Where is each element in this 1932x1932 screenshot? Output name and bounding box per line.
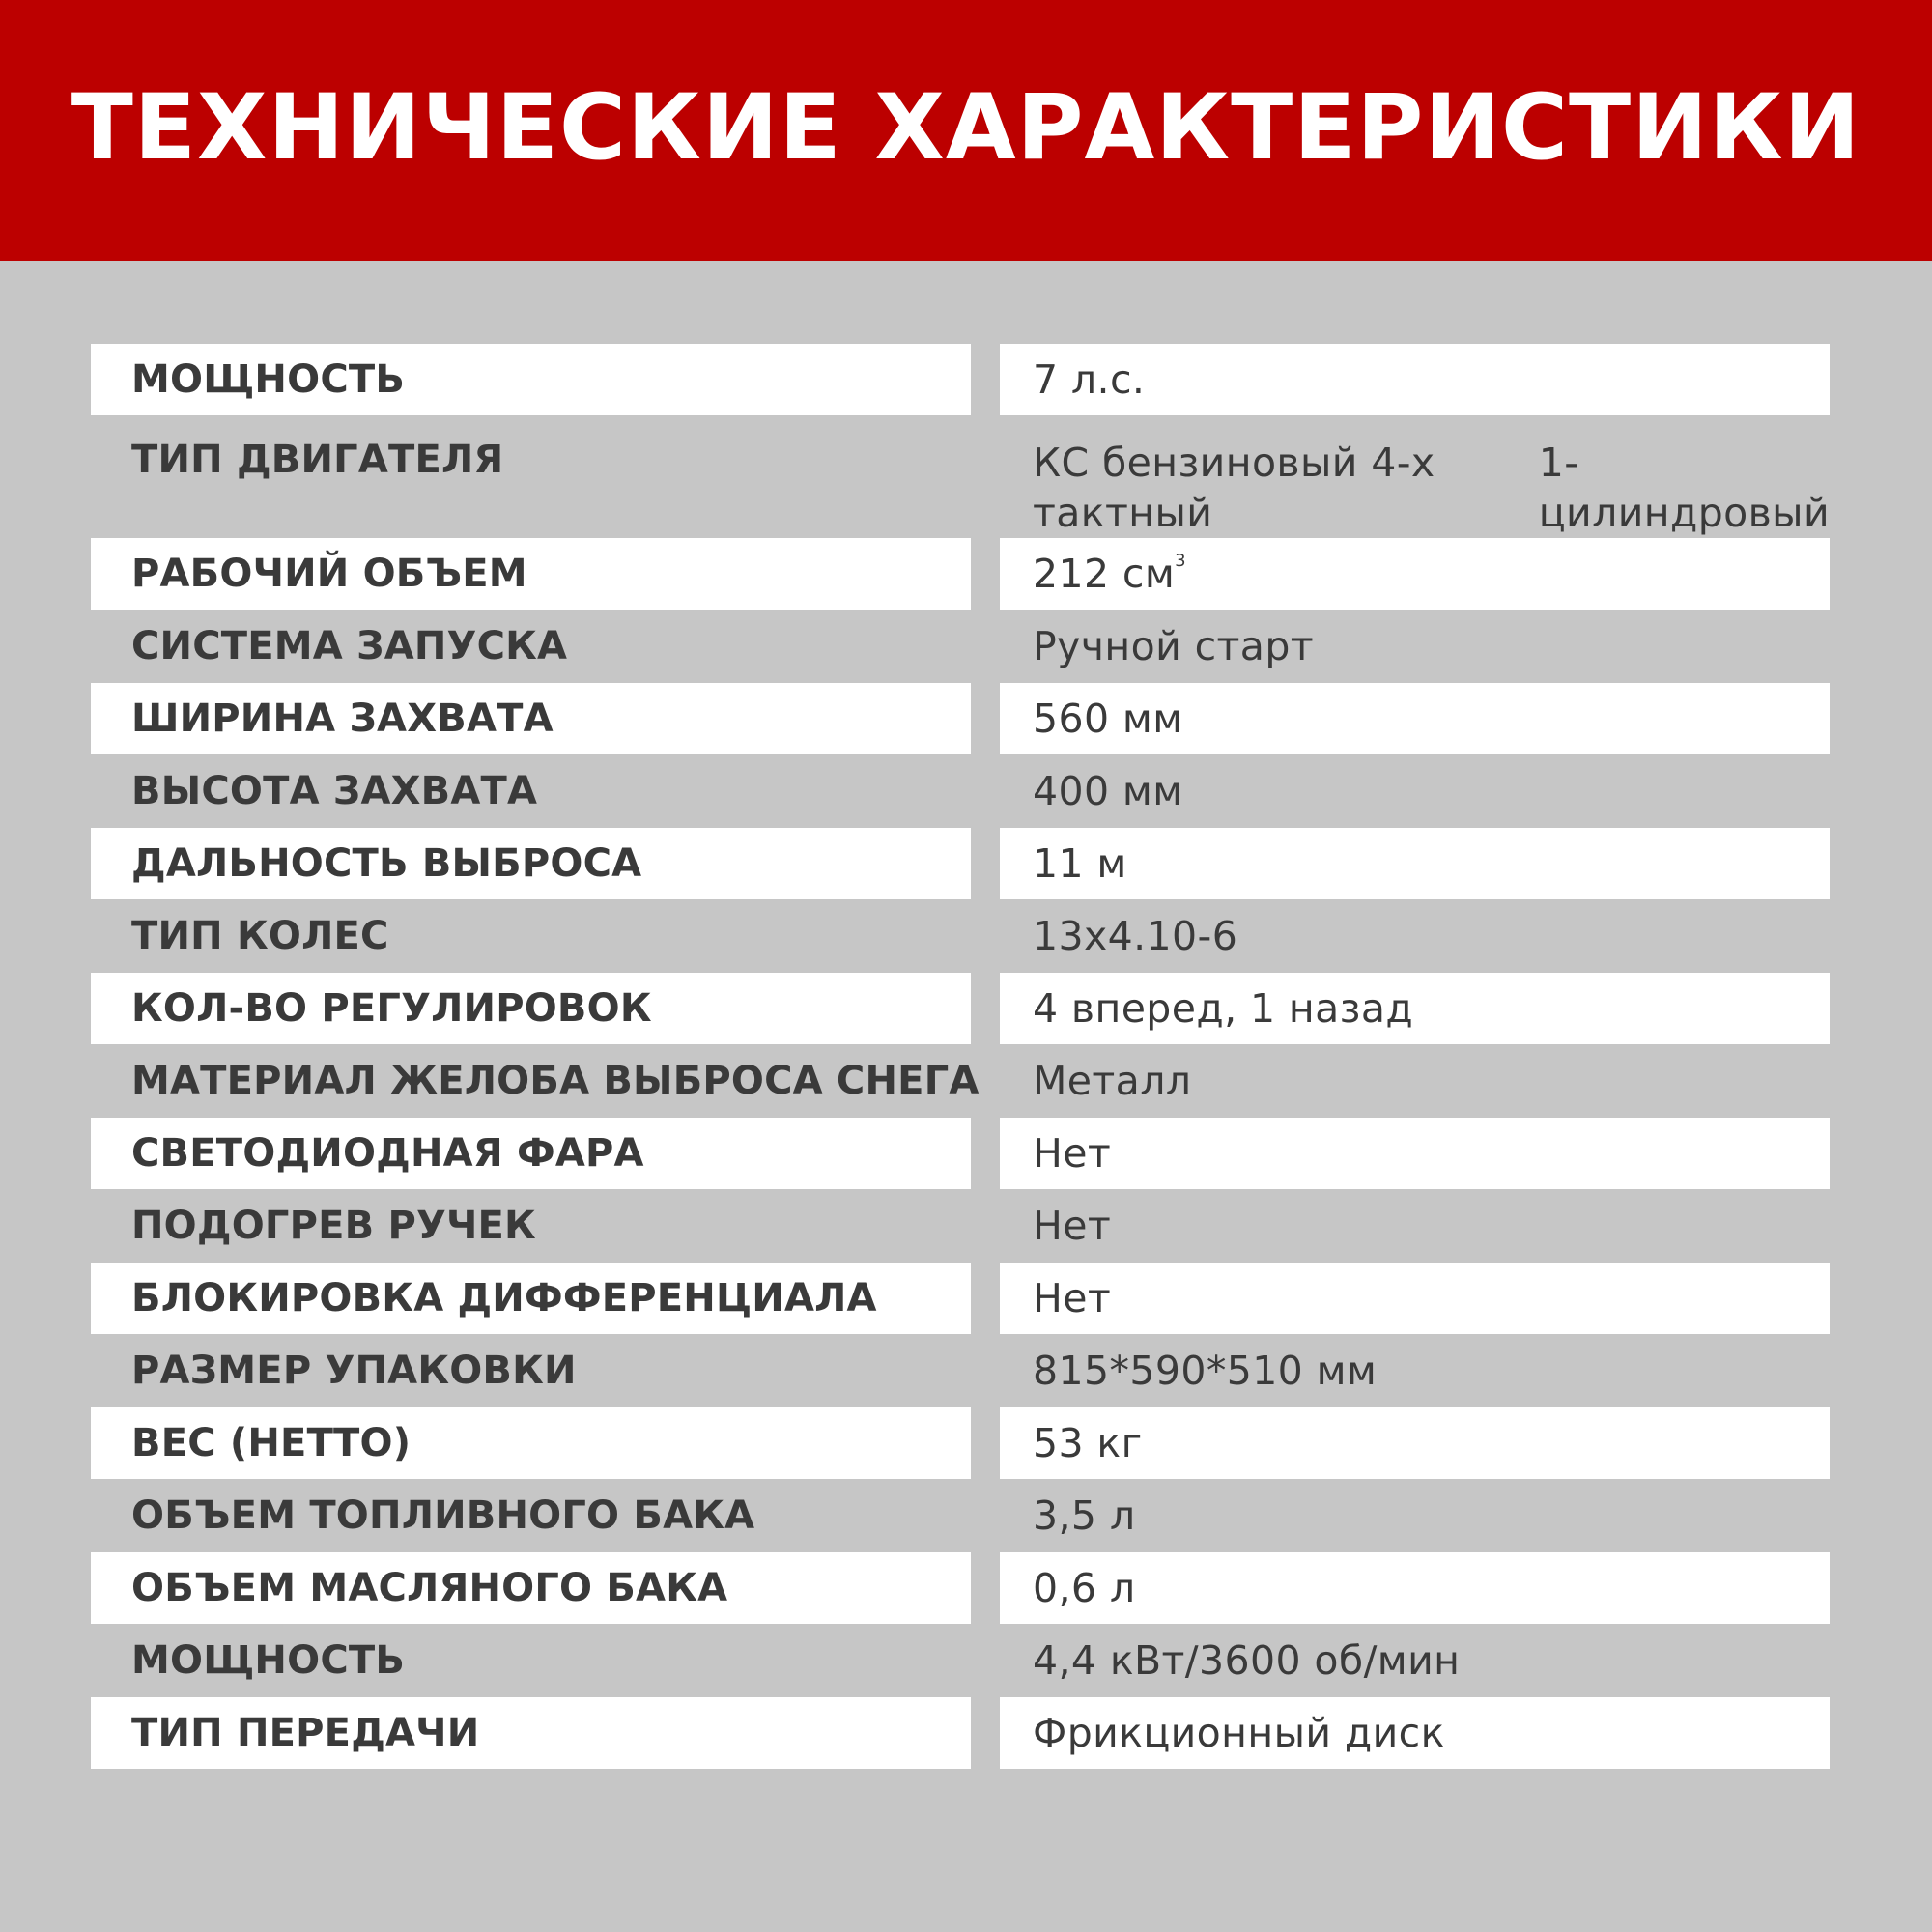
spec-label: ТИП КОЛЕС bbox=[131, 914, 389, 958]
spec-value: 11 м bbox=[1000, 828, 1830, 899]
spec-row-speed-settings bbox=[91, 973, 1830, 1044]
spec-value: 13x4.10-6 bbox=[1033, 913, 1238, 959]
spec-label: СВЕТОДИОДНАЯ ФАРА bbox=[91, 1118, 971, 1189]
spec-value: 7 л.с. bbox=[1000, 344, 1830, 415]
spec-label: ТИП ПЕРЕДАЧИ bbox=[91, 1697, 971, 1769]
spec-value: 0,6 л bbox=[1000, 1552, 1830, 1624]
spec-row-chute-material bbox=[91, 1045, 1830, 1117]
spec-row-start-system bbox=[91, 611, 1830, 682]
spec-label: ВЫСОТА ЗАХВАТА bbox=[131, 769, 538, 813]
spec-row-fuel-tank bbox=[91, 1480, 1830, 1551]
spec-row-oil-tank bbox=[91, 1552, 1830, 1624]
spec-value-text: 212 см bbox=[1033, 551, 1176, 597]
spec-row-clearing-height bbox=[91, 755, 1830, 827]
spec-value-line: КС бензиновый 4-х тактный bbox=[1033, 440, 1435, 536]
spec-label: СИСТЕМА ЗАПУСКА bbox=[131, 624, 568, 668]
spec-label: ОБЪЕМ ТОПЛИВНОГО БАКА bbox=[131, 1493, 755, 1538]
spec-row-engine-type bbox=[91, 416, 1830, 538]
spec-row-throw-distance bbox=[91, 828, 1830, 899]
spec-row-package-size bbox=[91, 1335, 1830, 1406]
spec-label: МОЩНОСТЬ bbox=[131, 1638, 406, 1683]
spec-value: 3,5 л bbox=[1033, 1492, 1136, 1539]
spec-label: КОЛ-ВО РЕГУЛИРОВОК bbox=[91, 973, 971, 1044]
spec-row-led-headlight bbox=[91, 1118, 1830, 1189]
spec-row-net-weight bbox=[91, 1407, 1830, 1479]
spec-label: ВЕС (НЕТТО) bbox=[91, 1407, 971, 1479]
spec-value: Нет bbox=[1000, 1263, 1830, 1334]
spec-value: Ручной старт bbox=[1033, 623, 1315, 669]
spec-row-transmission bbox=[91, 1697, 1830, 1769]
spec-value: Фрикционный диск bbox=[1000, 1697, 1830, 1769]
spec-value-line: 1-цилиндровый bbox=[1538, 440, 1830, 536]
specs-table bbox=[91, 344, 1830, 1770]
spec-label: ОБЪЕМ МАСЛЯНОГО БАКА bbox=[91, 1552, 971, 1624]
spec-label: МАТЕРИАЛ ЖЕЛОБА ВЫБРОСА СНЕГА bbox=[131, 1059, 980, 1103]
spec-value: Нет bbox=[1033, 1203, 1112, 1249]
spec-value: 400 мм bbox=[1033, 768, 1183, 814]
spec-label: ПОДОГРЕВ РУЧЕК bbox=[131, 1204, 536, 1248]
spec-label: ТИП ДВИГАТЕЛЯ bbox=[131, 438, 504, 482]
spec-value: 4,4 кВт/3600 об/мин bbox=[1033, 1637, 1461, 1684]
spec-value: 560 мм bbox=[1000, 683, 1830, 754]
spec-value bbox=[1000, 538, 1830, 610]
spec-value: Нет bbox=[1000, 1118, 1830, 1189]
spec-row-power-kw bbox=[91, 1625, 1830, 1696]
spec-label: ДАЛЬНОСТЬ ВЫБРОСА bbox=[91, 828, 971, 899]
spec-value: 4 вперед, 1 назад bbox=[1000, 973, 1830, 1044]
spec-value: 815*590*510 мм bbox=[1033, 1348, 1378, 1394]
spec-row-heated-handles bbox=[91, 1190, 1830, 1262]
spec-row-wheel-type bbox=[91, 900, 1830, 972]
spec-row-clearing-width bbox=[91, 683, 1830, 754]
spec-label: МОЩНОСТЬ bbox=[91, 344, 971, 415]
spec-row-power bbox=[91, 344, 1830, 415]
page-title: ТЕХНИЧЕСКИЕ ХАРАКТЕРИСТИКИ bbox=[71, 75, 1861, 181]
spec-row-diff-lock bbox=[91, 1263, 1830, 1334]
spec-value: 53 кг bbox=[1000, 1407, 1830, 1479]
spec-label: БЛОКИРОВКА ДИФФЕРЕНЦИАЛА bbox=[91, 1263, 971, 1334]
spec-label: РАЗМЕР УПАКОВКИ bbox=[131, 1349, 577, 1393]
superscript: 3 bbox=[1175, 550, 1187, 571]
spec-value: Металл bbox=[1033, 1058, 1192, 1104]
spec-label: ШИРИНА ЗАХВАТА bbox=[91, 683, 971, 754]
spec-row-displacement bbox=[91, 538, 1830, 610]
spec-label: РАБОЧИЙ ОБЪЕМ bbox=[91, 538, 971, 610]
spec-value bbox=[1000, 416, 1830, 538]
